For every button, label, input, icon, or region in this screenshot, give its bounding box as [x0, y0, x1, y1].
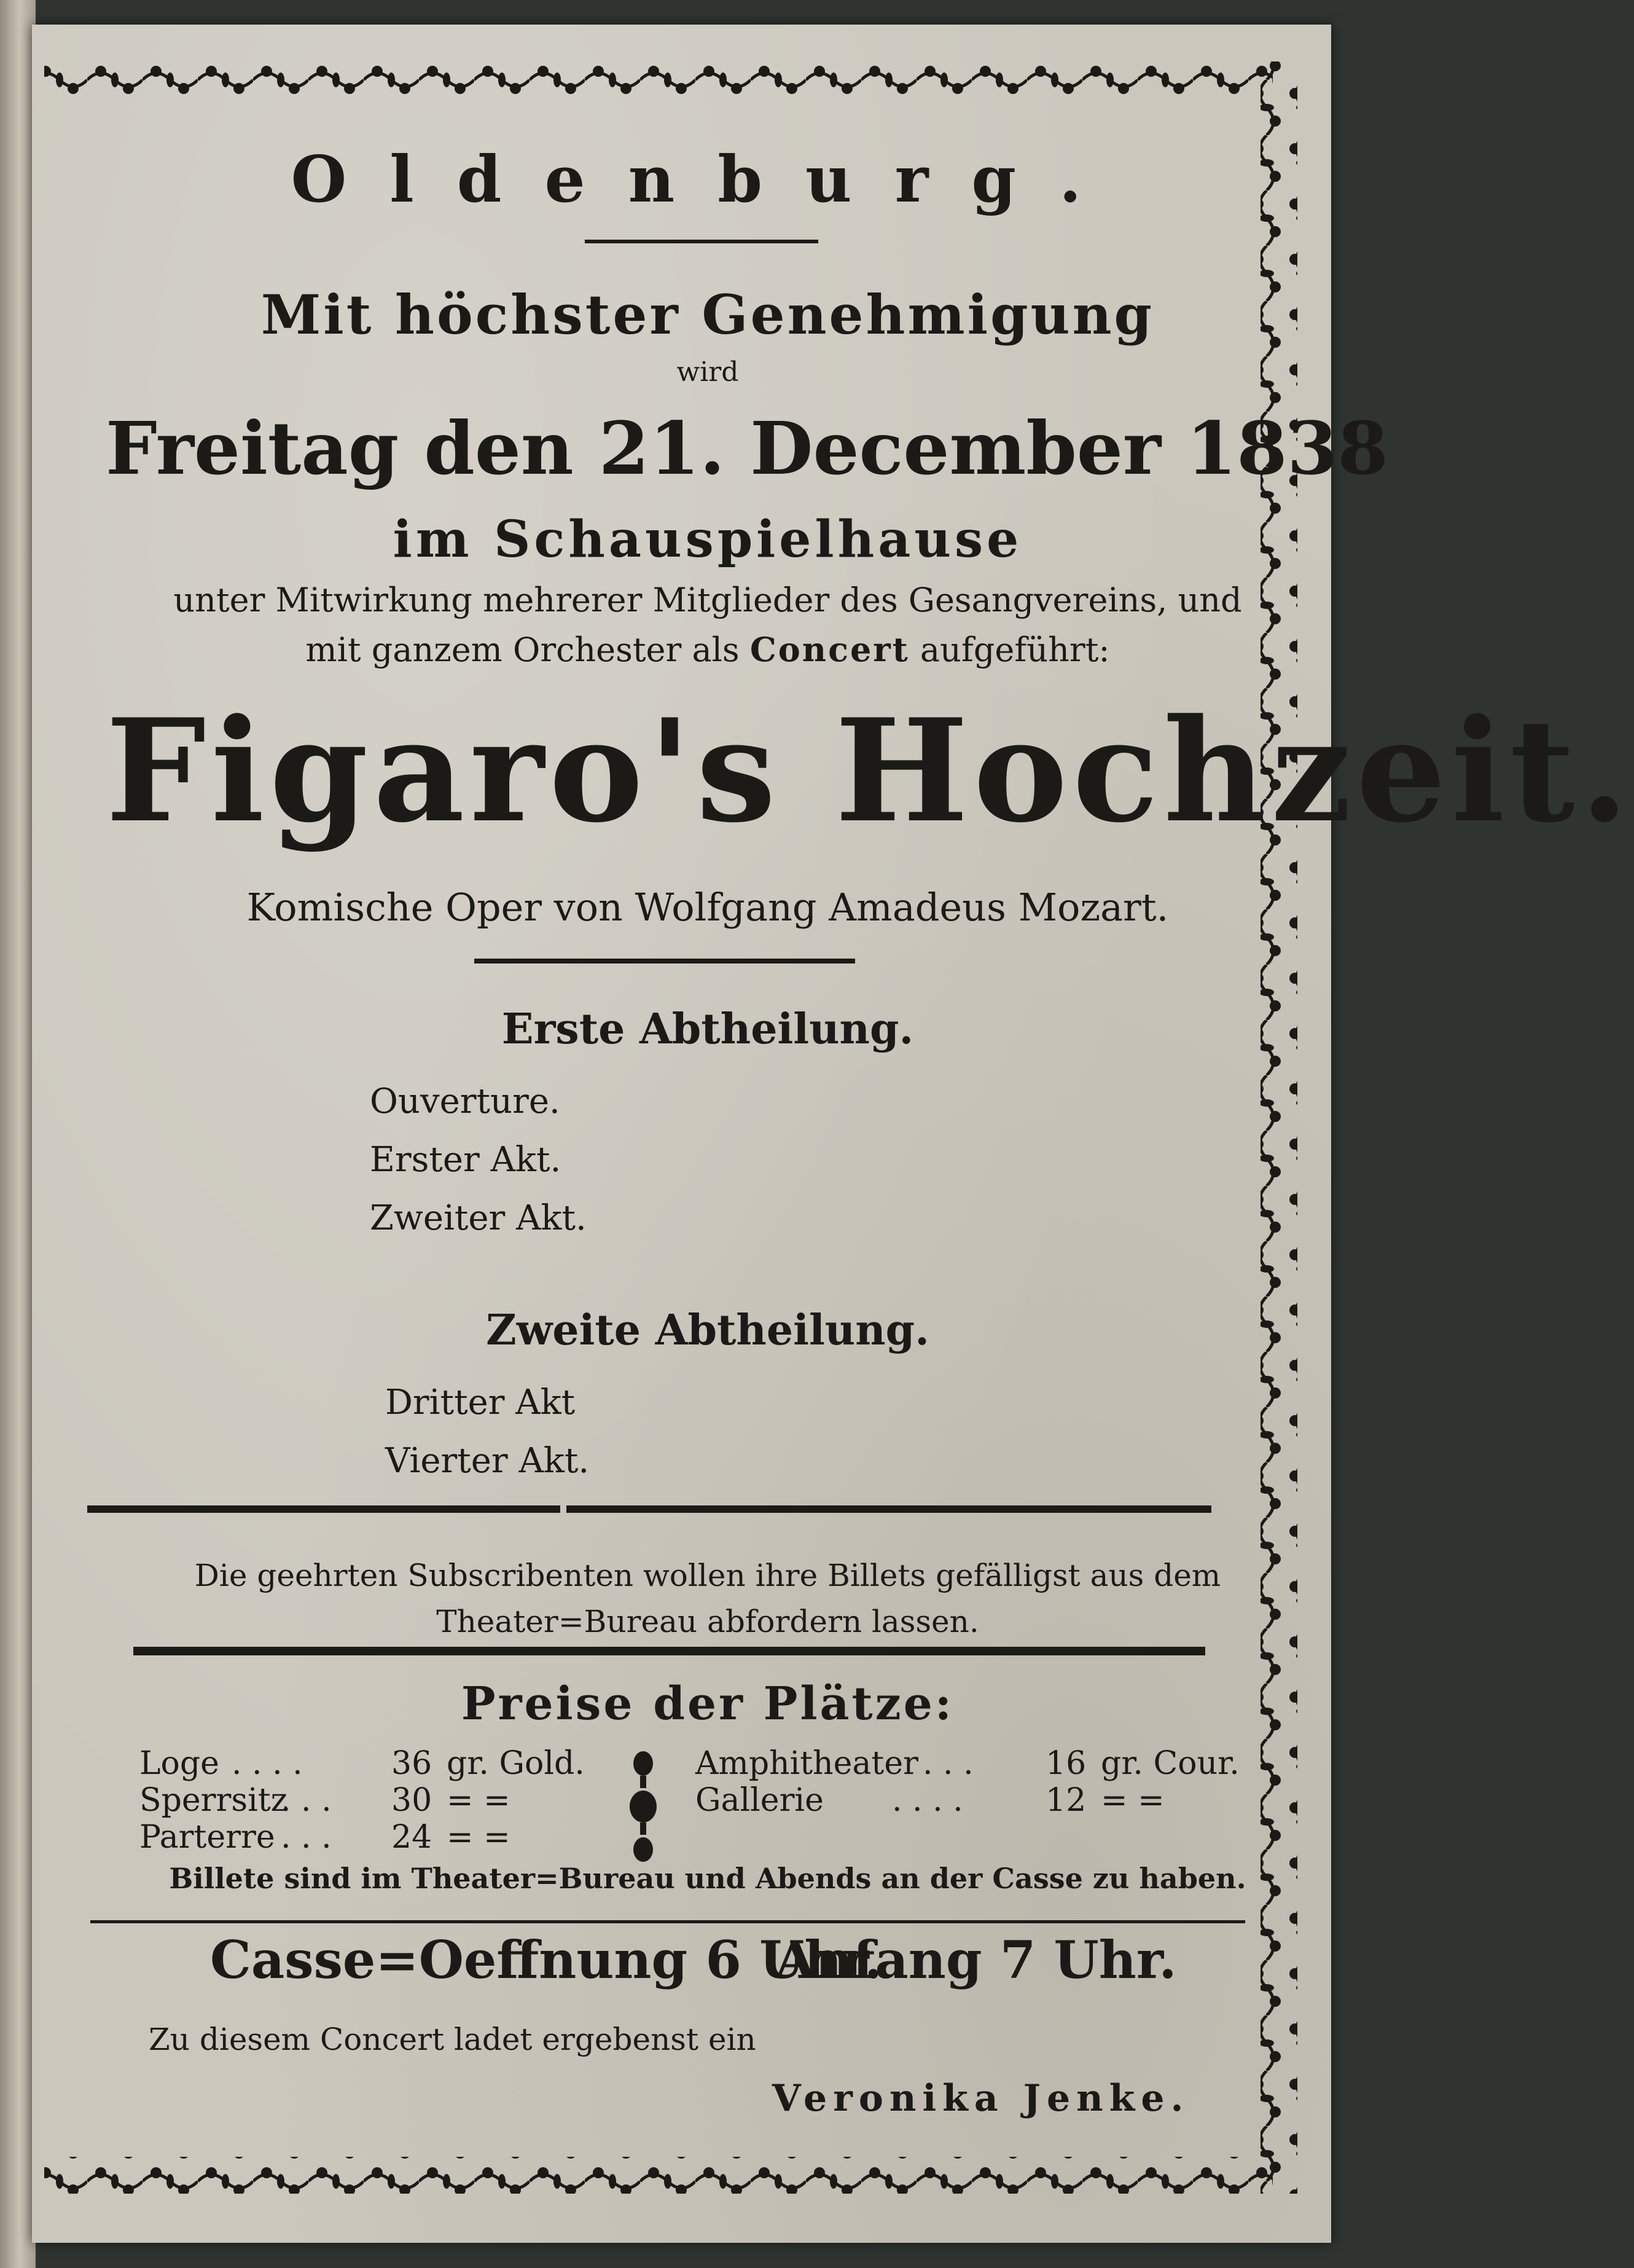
date-line: Freitag den 21. December 1838: [106, 406, 1388, 491]
divider-medium: [474, 959, 855, 963]
intro-line-1: unter Mitwirkung mehrerer Mitglieder des Gesangvereins, und: [173, 581, 1242, 619]
price-row-sperrsitz: [139, 1782, 510, 1819]
prices-heading: Preise der Plätze:: [461, 1677, 955, 1730]
double-rule-right: [566, 1505, 1211, 1513]
invitation-text: Zu diesem Concert ladet ergebenst ein: [149, 2022, 756, 2057]
part1-item-2: Erster Akt.: [370, 1140, 561, 1180]
price-unit: = =: [447, 1819, 510, 1856]
dots: . . . .: [232, 1745, 303, 1782]
seat-name: Sperrsitz: [139, 1782, 288, 1819]
price-amount: 12: [1046, 1782, 1087, 1819]
seat-name: Loge: [139, 1745, 219, 1782]
intro-line-2: [106, 630, 1310, 669]
price-row-gallerie: [695, 1782, 1165, 1819]
ornament-divider-icon: [622, 1748, 665, 1865]
intro-line-2-pre: mit ganzem Orchester als: [305, 630, 740, 669]
dots: . . .: [281, 1782, 332, 1819]
part2-item-2: Vierter Akt.: [385, 1441, 590, 1481]
seat-name: Gallerie: [695, 1782, 824, 1819]
price-amount: 16: [1046, 1745, 1087, 1782]
dots: . . .: [923, 1745, 974, 1782]
price-unit: = =: [447, 1782, 510, 1819]
divider-short: [585, 240, 818, 243]
double-rule-left: [87, 1505, 560, 1513]
price-row-loge: [139, 1745, 585, 1782]
part1-heading: Erste Abtheilung.: [501, 1005, 914, 1054]
box-office-opening: Casse=Oeffnung 6 Uhr.: [210, 1929, 883, 1990]
start-time: Anfang 7 Uhr.: [775, 1929, 1177, 1990]
intro-line-2-post: aufgeführt:: [920, 630, 1110, 669]
thin-rule: [90, 1920, 1245, 1923]
price-amount: 24: [391, 1819, 432, 1856]
venue-line: im Schauspielhause: [393, 510, 1023, 569]
price-row-amphitheater: [695, 1745, 1240, 1782]
permission-line: Mit höchster Genehmigung: [260, 283, 1155, 347]
part2-heading: Zweite Abtheilung.: [486, 1306, 929, 1355]
part2-item-1: Dritter Akt: [385, 1383, 576, 1422]
opera-title: Figaro's Hochzeit.: [106, 688, 1634, 854]
dots: . . . .: [892, 1782, 963, 1819]
part1-item-1: Ouverture.: [370, 1081, 560, 1121]
tickets-note: Billete sind im Theater=Bureau und Abends an der Casse zu haben.: [169, 1862, 1246, 1895]
price-unit: gr. Cour.: [1101, 1745, 1240, 1782]
city-title: Oldenburg.: [291, 141, 1125, 217]
price-row-parterre: [139, 1819, 510, 1856]
concert-word: Concert: [749, 630, 910, 669]
price-amount: 30: [391, 1782, 432, 1819]
seat-name: Parterre: [139, 1819, 275, 1856]
price-amount: 36: [391, 1745, 432, 1782]
dots: . . .: [281, 1819, 332, 1856]
notice-line-2: Theater=Bureau abfordern lassen.: [436, 1604, 979, 1639]
price-unit: gr. Gold.: [447, 1745, 585, 1782]
price-unit: = =: [1101, 1782, 1165, 1819]
notice-line-1: Die geehrten Subscribenten wollen ihre Billets gefälligst aus dem: [194, 1558, 1221, 1593]
part1-item-3: Zweiter Akt.: [370, 1198, 587, 1238]
opera-subtitle: Komische Oper von Wolfgang Amadeus Mozart.: [246, 885, 1169, 930]
wird-line: wird: [676, 356, 739, 388]
heavy-rule: [133, 1647, 1205, 1655]
book-spine: [0, 0, 36, 2268]
seat-name: Amphitheater: [695, 1745, 918, 1782]
playbill-sheet: [32, 25, 1634, 2243]
signature: Veronika Jenke.: [772, 2077, 1190, 2120]
